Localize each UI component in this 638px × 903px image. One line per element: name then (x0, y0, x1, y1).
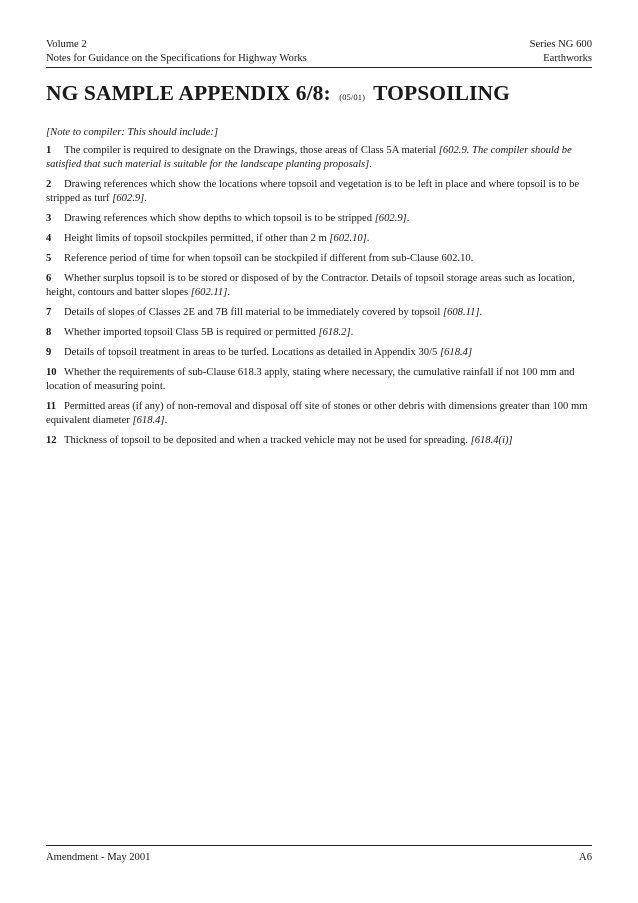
list-item (46, 326, 592, 340)
header-right (530, 38, 592, 66)
item-text: Thickness of topsoil to be deposited and when a tracked vehicle may not be used for spreading. (64, 435, 471, 446)
amendment-marker: (05/01) (339, 92, 366, 102)
header-divider (46, 67, 592, 68)
compiler-note: [Note to compiler: This should include:] (46, 127, 219, 138)
clause-reference: [618.4(i)] (470, 435, 513, 446)
item-number: 9 (46, 347, 52, 358)
item-number: 5 (46, 253, 52, 264)
item-text: Details of topsoil treatment in areas to be turfed. Locations as detailed in Appendix 30/5 (64, 347, 440, 358)
clause-reference: [602.9] (374, 213, 407, 224)
item-text: Drawing references which show the locations where topsoil and vegetation is to be left in place and where topsoil is to be stripped as turf (46, 179, 580, 204)
item-number: 12 (46, 435, 57, 446)
clause-reference: [602.11] (190, 287, 228, 298)
title-subject: TOPSOILING (373, 81, 510, 105)
item-text: Permitted areas (if any) of non-removal and disposal off site of stones or other debris with dimensions greater than 100 mm equivalent diameter (46, 401, 588, 426)
page-title (46, 80, 592, 110)
item-text: Reference period of time for when topsoil can be stockpiled if different from sub-Clause 602.10. (64, 253, 474, 264)
item-text: Whether the requirements of sub-Clause 618.3 apply, stating where necessary, the cumulative rainfall if not 100 mm and location of measuring point. (46, 367, 575, 392)
footer-divider (46, 845, 592, 846)
item-text: The compiler is required to designate on the Drawings, those areas of Class 5A material (64, 145, 439, 156)
item-text: Details of slopes of Classes 2E and 7B fill material to be immediately covered by topsoil (64, 307, 443, 318)
list-item (46, 400, 592, 428)
title-main: NG SAMPLE APPENDIX 6/8: (46, 81, 331, 105)
clause-reference: [618.4] (439, 347, 473, 358)
page-number: A6 (579, 852, 592, 863)
list-item (46, 306, 592, 320)
list-item (46, 272, 592, 300)
list-item (46, 232, 592, 246)
item-text: Whether imported topsoil Class 5B is required or permitted (64, 327, 319, 338)
item-number: 11 (46, 401, 57, 412)
item-text: Whether surplus topsoil is to be stored or disposed of by the Contractor. Details of topsoil storage areas such as location, height, contours and batter slopes (46, 273, 575, 298)
document-page (46, 0, 592, 903)
clause-reference: [602.9] (112, 193, 145, 204)
item-text: Height limits of topsoil stockpiles permitted, if other than 2 m (64, 233, 330, 244)
clause-reference: [618.2] (318, 327, 351, 338)
item-tail: . (350, 327, 354, 338)
section-label: Earthworks (543, 53, 592, 64)
header-left (46, 38, 307, 66)
item-number: 10 (46, 367, 57, 378)
item-number: 4 (46, 233, 52, 244)
list-item (46, 346, 592, 360)
item-tail: . (164, 415, 168, 426)
compiler-notes (46, 126, 592, 454)
clause-reference: [608.11] (442, 307, 480, 318)
item-tail: . (366, 233, 370, 244)
series-label: Series NG 600 (529, 39, 592, 50)
publication-title: Notes for Guidance on the Specifications for Highway Works (46, 53, 307, 64)
list-item (46, 144, 592, 172)
clause-reference: [602.9. The compiler should be satisfied that such material is suitable for the landscape planting proposals] (46, 145, 572, 170)
list-item (46, 252, 592, 266)
item-number: 2 (46, 179, 52, 190)
clause-reference: [602.10] (329, 233, 367, 244)
amendment-date: Amendment - May 2001 (46, 852, 151, 863)
clause-reference: [618.4] (132, 415, 165, 426)
list-item (46, 434, 592, 448)
item-number: 8 (46, 327, 52, 338)
item-tail: . (479, 307, 483, 318)
volume-label: Volume 2 (46, 39, 87, 50)
item-number: 3 (46, 213, 52, 224)
list-item (46, 366, 592, 394)
item-text: Drawing references which show depths to which topsoil is to be stripped (64, 213, 375, 224)
item-tail: . (406, 213, 410, 224)
item-number: 7 (46, 307, 52, 318)
item-number: 1 (46, 145, 52, 156)
item-tail: . (144, 193, 147, 204)
list-item (46, 212, 592, 226)
list-item (46, 178, 592, 206)
item-tail: . (227, 287, 230, 298)
item-number: 6 (46, 273, 52, 284)
item-tail: . (369, 159, 372, 170)
